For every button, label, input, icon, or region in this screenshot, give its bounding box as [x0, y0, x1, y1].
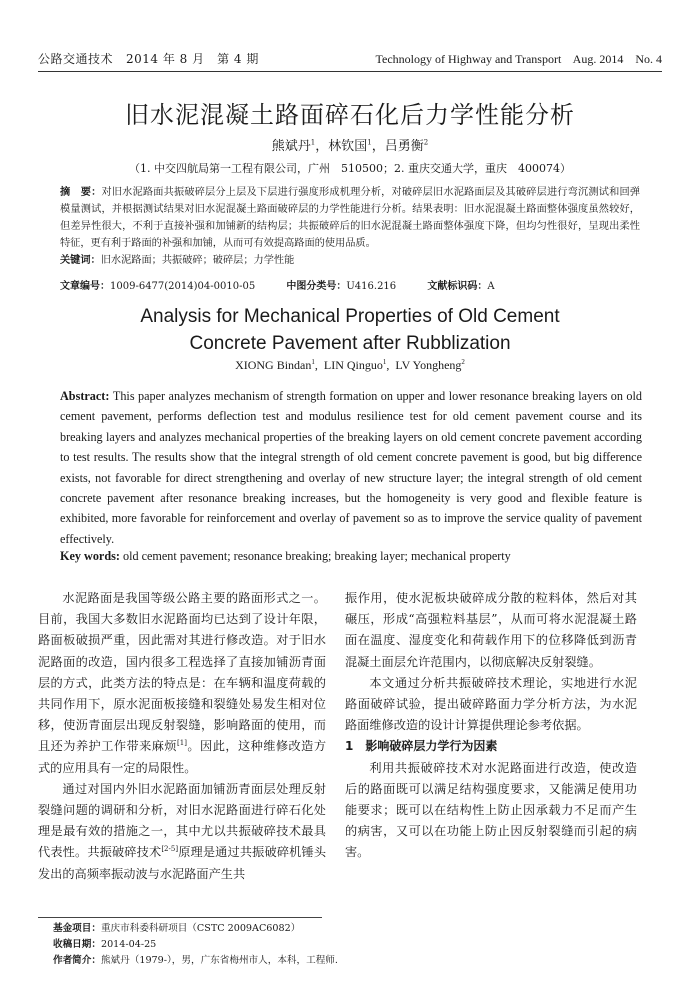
- article-no-label: 文章编号：: [60, 281, 110, 292]
- author-sup: 1: [310, 138, 316, 147]
- footnote-label: 作者简介：: [53, 955, 101, 966]
- paragraph-text: 。因此，这种维修改造方式的应用具有一定的局限性。: [38, 739, 327, 775]
- issue-en: Aug. 2014 No. 4: [572, 52, 662, 66]
- body-paragraph: [38, 779, 326, 885]
- footnotes: [53, 921, 338, 969]
- author-list-en: XIONG Bindan$^1$, LIN Qinguo$^1$, LV Yongheng$^2$: [235, 358, 465, 372]
- keywords-label-cn: 关键词：: [60, 255, 101, 266]
- footnote-author: [53, 953, 338, 969]
- abstract-label-cn: 摘 要：: [60, 187, 102, 198]
- paragraph-text: 水泥路面是我国等级公路主要的路面形式之一。目前，我国大多数旧水泥路面均已达到了设计年限，路面板破损严重，因此需对其进行修改造。对于旧水泥路面的改造，国内很多工程选择了直接加铺沥青面层的方式，此类方法的特点是：在车辆和温度荷载的共同作用下，原水泥面板接缝和裂缝处易发生相对位移，使沥青面层出现反射裂缝，影响路面的使用，而且还为养护工作带来麻烦: [38, 591, 326, 754]
- body-paragraph: [345, 758, 637, 864]
- abstract-text-cn: 对旧水泥路面共振破碎层分上层及下层进行强度形成机理分析，对破碎层旧水泥路面层及其破碎层进行弯沉测试和回弹模量测试，并根据测试结果对旧水泥混凝土路面破碎层的力学性能进行分析。结果表明：旧水泥混凝土路面整体强度虽然较好，但差异性很大，不利于直接补强和加铺新的结构层；共振破碎后的旧水泥混凝土路面整体强度下降，但均匀性很好，呈现出柔性特征，更有利于路面的补强和加铺，从而可有效提高路面的使用品质。: [60, 187, 641, 249]
- author-name: 吕勇衡: [384, 139, 424, 154]
- footnote-text: 重庆市科委科研项目（CSTC 2009AC6082）: [100, 923, 301, 934]
- journal-name-cn: 公路交通技术: [38, 52, 114, 66]
- clc-code: U416.216: [346, 281, 397, 292]
- abstract-cn: [60, 184, 640, 269]
- section-heading: 1 影响破碎层力学行为因素: [345, 739, 498, 754]
- paragraph-text: 本文通过分析共振破碎技术理论，实地进行水泥路面破碎试验，提出破碎路面力学分析方法，为水泥路面维修改造的设计计算提供理论参考依据。: [345, 675, 637, 733]
- author-sup: 1: [367, 138, 372, 147]
- running-header-left: [38, 50, 259, 67]
- abstract-label-en: Abstract:: [60, 389, 110, 403]
- header-divider: [38, 71, 662, 72]
- keywords-label-en: Key words:: [60, 549, 120, 563]
- body-paragraph-continued: [345, 588, 637, 673]
- author-name-en: LIN Qinguo: [323, 358, 383, 372]
- body-column-left: [38, 588, 326, 885]
- body-column-right: [345, 588, 637, 864]
- author-name: 林钦国: [328, 139, 368, 154]
- author-sup: 2: [461, 358, 465, 366]
- author-list-cn: 熊斌丹$^1$，林钦国$^1$，吕勇衡$^2$: [271, 138, 429, 154]
- author-sup: 1: [311, 358, 315, 366]
- paragraph-text: 通过对国内外旧水泥路面加铺沥青面层处理反射裂缝问题的调研和分析，对旧水泥路面进行碎石化处理是最有效的措施之一，其中尤以共振破碎技术最具代表性。共振破碎技术: [38, 781, 326, 860]
- abstract-en: [60, 386, 642, 549]
- footnote-divider: [38, 917, 322, 918]
- paragraph-text: 振作用，使水泥板块破碎成分散的粒料体，然后对其碾压，形成“高强粒料基层”，从而可将水泥混凝土路面在温度、湿度变化和荷载作用下的位移降低到沥青混凝土面层允许范围内，以彻底解决反射裂缝。: [345, 591, 637, 669]
- paper-title-cn: 旧水泥混凝土路面碎石化后力学性能分析: [125, 101, 575, 129]
- footnote-label: 基金项目：: [53, 923, 101, 934]
- doc-code-label: 文献标识码：: [427, 281, 488, 292]
- journal-name-en: Technology of Highway and Transport: [375, 52, 562, 66]
- citation: [1]: [177, 739, 187, 748]
- citation: [2-5]: [161, 845, 179, 854]
- keywords-text-cn: 旧水泥路面；共振破碎；破碎层；力学性能: [100, 255, 295, 266]
- title-en-line1: Analysis for Mechanical Properties of Old Cement: [140, 306, 560, 327]
- article-meta: [60, 277, 495, 292]
- running-header-right: [376, 50, 663, 67]
- paper-title-en: [0, 303, 700, 357]
- doc-code: A: [487, 281, 495, 292]
- issue-cn: 2014 年 8 月 第 4 期: [125, 52, 259, 66]
- paragraph-text: 利用共振破碎技术对水泥路面进行改造，使改造后的路面既可以满足结构强度要求，又能满足使用功能要求；既可以在结构性上防止因承载力不足而产生的病害，又可以在功能上防止因反射裂缝而引起的病害。: [345, 760, 637, 860]
- title-en-line2: Concrete Pavement after Rubblization: [189, 333, 511, 354]
- footnote-received: [53, 937, 338, 953]
- body-paragraph: [345, 673, 637, 737]
- affiliation-cn: （1. 中交四航局第一工程有限公司，广州 510500；2. 重庆交通大学，重庆 400074）: [129, 162, 571, 175]
- author-sup: 1: [382, 358, 387, 366]
- article-no: 1009-6477(2014)04-0010-05: [110, 281, 256, 292]
- body-paragraph: [38, 588, 326, 779]
- author-name-en: XIONG Bindan: [235, 358, 312, 372]
- keywords-en: [60, 549, 511, 564]
- footnote-text: 熊斌丹（1979-），男，广东省梅州市人，本科，工程师.: [100, 955, 338, 966]
- abstract-text-en: This paper analyzes mechanism of strength formation on upper and lower resonance breaking layers on old cement pavement, performs deflection test and modulus resilience test for old cement pavement course and its breaking layers and analyzes mechanical properties of the breaking layers on old cement concrete pavement according to test results. The results show that the integral strength of old cement concrete pavement is good, but big difference exists, not favorable for direct strengthening and overlay of new structure layer; the integral strength of old cement concrete pavement after resonance breaking increases, but the homogeneity is very good and flexible feature is exhibited, more favorable for reinforcement and overlay of pavement so as to improve the service quality of pavement effectively.: [60, 389, 643, 546]
- keywords-text-en: old cement pavement; resonance breaking; breaking layer; mechanical property: [122, 549, 511, 563]
- footnote-text: 2014-04-25: [100, 939, 157, 950]
- footnote-fund: [53, 921, 338, 937]
- paragraph-text: 原理是通过共振破碎机锤头发出的高频率振动波与水泥路面产生共: [38, 845, 327, 881]
- footnote-label: 收稿日期：: [53, 939, 101, 950]
- clc-label: 中图分类号：: [286, 281, 347, 292]
- author-name: 熊斌丹: [271, 139, 311, 154]
- author-sup: 2: [423, 138, 429, 147]
- author-name-en: LV Yongheng: [395, 358, 462, 372]
